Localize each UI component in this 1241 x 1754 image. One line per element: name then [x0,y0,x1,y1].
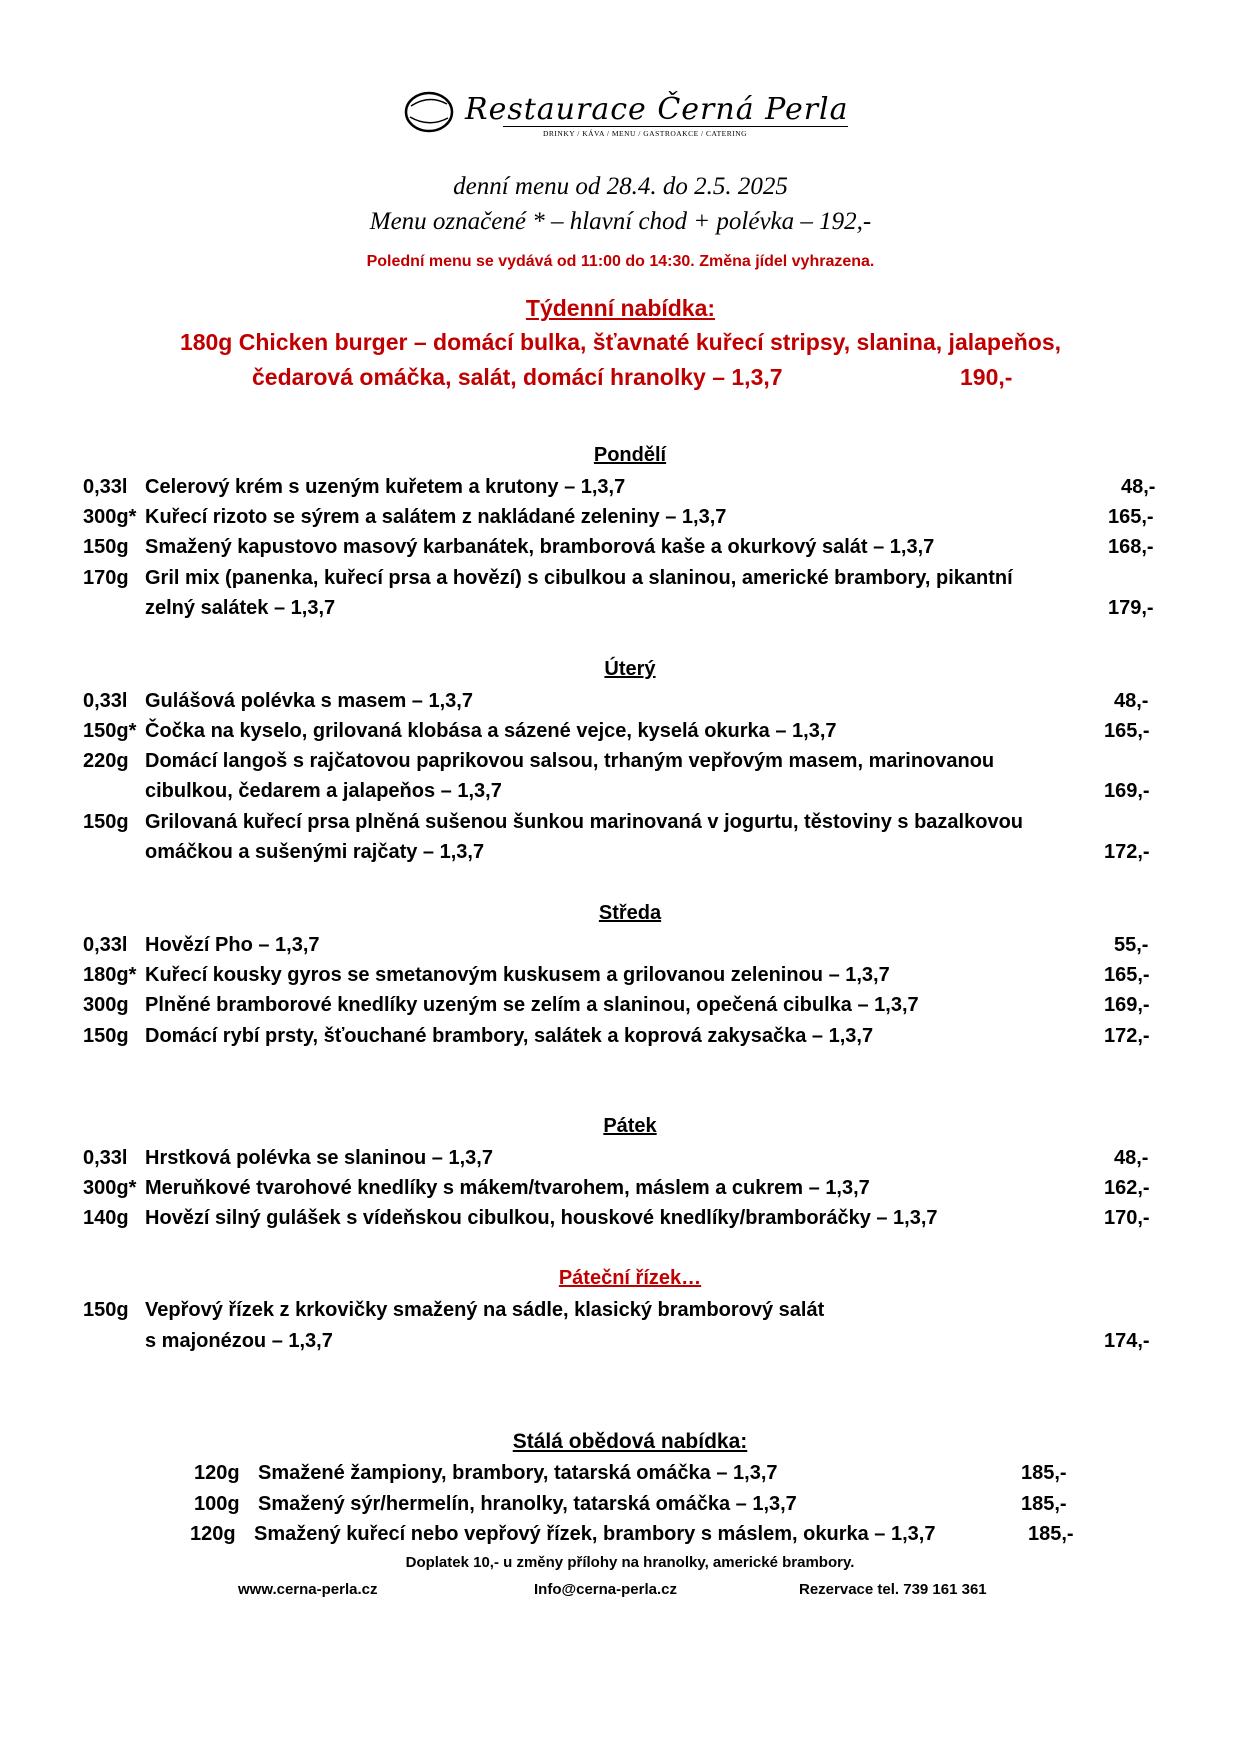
menu-item-text: Grilovaná kuřecí prsa plněná sušenou šunkou marinovaná v jogurtu, těstoviny s bazalkovou [145,811,1024,833]
menu-item-price: 55,- [1114,934,1149,956]
menu-item-price: 170,- [1104,1207,1150,1229]
weekly-offer-line1: 180g Chicken burger – domácí bulka, šťavnaté kuřecí stripsy, slanina, jalapeňos, [179,329,1062,355]
menu-item-text-cont: omáčkou a sušenými rajčaty – 1,3,7 [145,841,485,863]
menu-item-text: Domácí langoš s rajčatovou paprikovou salsou, trhaným vepřovým masem, marinovanou [145,750,995,772]
menu-item-text: Celerový krém s uzeným kuřetem a krutony – 1,3,7 [145,476,626,498]
standing-item-price: 185,- [1021,1462,1067,1484]
menu-item-price: 169,- [1104,780,1150,802]
standing-item-qty: 120g [190,1523,236,1545]
menu-item-text: Hovězí silný gulášek s vídeňskou cibulkou, houskové knedlíky/bramboráčky – 1,3,7 [145,1207,938,1229]
menu-item-qty: 150g* [83,720,137,742]
menu-item-qty: 150g [83,1299,129,1321]
menu-item-price: 165,- [1104,720,1150,742]
menu-item-qty: 170g [83,567,129,589]
menu-item-price: 169,- [1104,994,1150,1016]
menu-item-price: 172,- [1104,1025,1150,1047]
menu-item-qty: 300g* [83,1177,137,1199]
menu-item-price: 174,- [1104,1330,1150,1352]
schnitzel-title: Páteční řízek… [558,1267,702,1289]
menu-item-qty: 220g [83,750,129,772]
day-title-monday: Pondělí [593,444,667,466]
restaurant-logo [403,88,883,146]
menu-item-text: Domácí rybí prsty, šťouchané brambory, salátek a koprová zakysačka – 1,3,7 [145,1025,874,1047]
menu-item-text: Vepřový řízek z krkovičky smažený na sádle, klasický bramborový salát [145,1299,825,1321]
day-title-wednesday: Středa [598,902,662,924]
menu-item-text-cont: s majonézou – 1,3,7 [145,1330,333,1352]
footer-email: Info@cerna-perla.cz [534,1581,677,1598]
menu-item-price: 172,- [1104,841,1150,863]
menu-item-price: 48,- [1121,476,1156,498]
day-title-tuesday: Úterý [604,658,656,680]
footer-phone: Rezervace tel. 739 161 361 [799,1581,987,1598]
weekly-offer-price: 190,- [960,364,1013,390]
standing-item-qty: 100g [194,1493,240,1515]
menu-item-text: Plněné bramborové knedlíky uzeným se zelím a slaninou, opečená cibulka – 1,3,7 [145,994,919,1016]
menu-item-text: Gril mix (panenka, kuřecí prsa a hovězí) s cibulkou a slaninou, americké brambory, pikantní [145,567,1013,589]
weekly-offer-line2: čedarová omáčka, salát, domácí hranolky – 1,3,7 [252,364,783,390]
menu-item-qty: 300g* [83,506,137,528]
menu-item-qty: 0,33l [83,690,128,712]
standing-offer-title: Stálá obědová nabídka: [512,1430,748,1453]
menu-item-text: Kuřecí kousky gyros se smetanovým kuskusem a grilovanou zeleninou – 1,3,7 [145,964,890,986]
menu-item-price: 168,- [1108,536,1154,558]
menu-item-text: Hovězí Pho – 1,3,7 [145,934,320,956]
menu-item-text: Čočka na kyselo, grilovaná klobása a sázené vejce, kyselá okurka – 1,3,7 [145,720,837,742]
menu-item-qty: 150g [83,536,129,558]
serving-notice: Polední menu se vydává od 11:00 do 14:30. Změna jídel vyhrazena. [366,253,875,270]
menu-item-price: 179,- [1108,597,1154,619]
logo-divider [503,126,848,127]
menu-item-text: Gulášová polévka s masem – 1,3,7 [145,690,473,712]
day-title-friday: Pátek [603,1115,657,1137]
menu-item-text: Smažený kapustovo masový karbanátek, bramborová kaše a okurkový salát – 1,3,7 [145,536,935,558]
standing-item-text: Smažený sýr/hermelín, hranolky, tatarská omáčka – 1,3,7 [258,1493,797,1515]
menu-item-text: Meruňkové tvarohové knedlíky s mákem/tvarohem, máslem a cukrem – 1,3,7 [145,1177,870,1199]
menu-item-qty: 150g [83,1025,129,1047]
menu-item-qty: 0,33l [83,934,128,956]
menu-item-price: 48,- [1114,1147,1149,1169]
menu-item-qty: 0,33l [83,1147,128,1169]
pearl-icon [403,90,459,134]
standing-item-qty: 120g [194,1462,240,1484]
menu-item-text: Kuřecí rizoto se sýrem a salátem z nakládané zeleniny – 1,3,7 [145,506,727,528]
menu-item-text-cont: zelný salátek – 1,3,7 [145,597,336,619]
weekly-offer-title: Týdenní nabídka: [525,295,716,321]
menu-item-price: 165,- [1104,964,1150,986]
logo-tagline: DRINKY / KÁVA / MENU / GASTROAKCE / CATERING [543,129,748,138]
menu-item-text-cont: cibulkou, čedarem a jalapeňos – 1,3,7 [145,780,502,802]
menu-item-price: 165,- [1108,506,1154,528]
standing-item-text: Smažený kuřecí nebo vepřový řízek, brambory s máslem, okurka – 1,3,7 [254,1523,936,1545]
footer-website: www.cerna-perla.cz [238,1581,378,1598]
surcharge-note: Doplatek 10,- u změny přílohy na hranolky, americké brambory. [405,1554,855,1571]
menu-item-qty: 300g [83,994,129,1016]
menu-item-text: Hrstková polévka se slaninou – 1,3,7 [145,1147,493,1169]
menu-item-qty: 140g [83,1207,129,1229]
standing-item-text: Smažené žampiony, brambory, tatarská omáčka – 1,3,7 [258,1462,778,1484]
menu-date-line: denní menu od 28.4. do 2.5. 2025 [453,173,788,200]
menu-item-qty: 180g* [83,964,137,986]
menu-item-price: 48,- [1114,690,1149,712]
menu-item-price: 162,- [1104,1177,1150,1199]
standing-item-price: 185,- [1021,1493,1067,1515]
menu-combo-line: Menu označené * – hlavní chod + polévka – 192,- [369,208,872,235]
logo-name: Restaurace Černá Perla [465,92,849,127]
menu-item-qty: 150g [83,811,129,833]
standing-item-price: 185,- [1028,1523,1074,1545]
menu-item-qty: 0,33l [83,476,128,498]
